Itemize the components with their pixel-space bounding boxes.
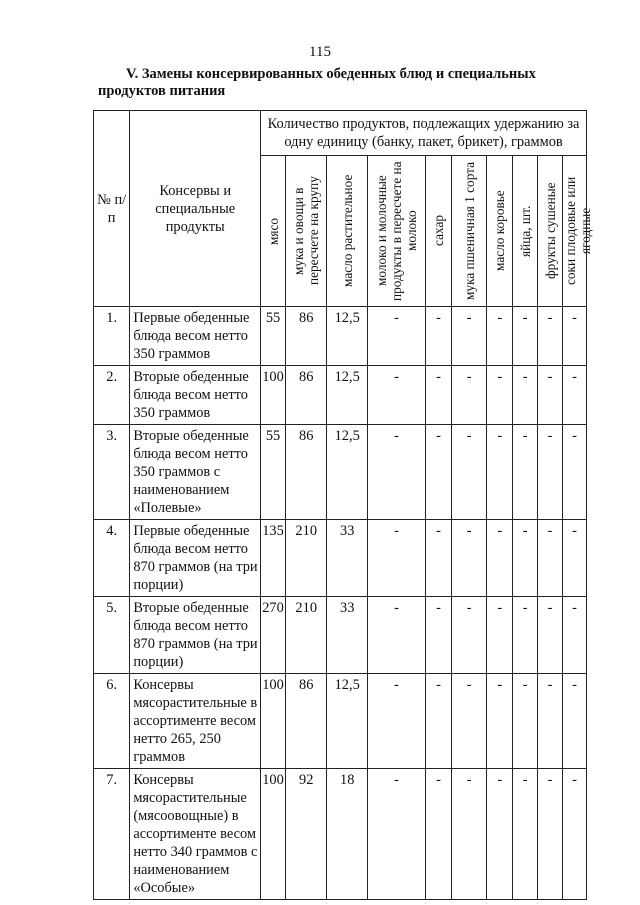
value-cell: 12,5 <box>327 366 367 425</box>
header-quantity-group: Количество продуктов, подлежащих удержанию за одну единицу (банку, пакет, брикет), граммов <box>261 111 587 156</box>
value-cell: - <box>451 520 486 597</box>
product-name: Консервы мясорастительные (мясоовощные) в ассортименте весом нетто 340 граммов с наименованием «Особые» <box>130 769 261 900</box>
value-cell: - <box>426 769 452 900</box>
value-cell: - <box>538 307 563 366</box>
value-cell: 18 <box>327 769 367 900</box>
value-cell: - <box>563 674 587 769</box>
table-row <box>94 769 587 900</box>
value-cell: - <box>367 769 425 900</box>
column-header-label: мука и овощи в пересчете на крупу <box>291 176 322 286</box>
row-number: 3. <box>94 425 130 520</box>
product-name: Вторые обеденные блюда весом нетто 350 граммов с наименованием «Полевые» <box>130 425 261 520</box>
value-cell: - <box>451 366 486 425</box>
column-header <box>451 156 486 307</box>
column-header <box>513 156 538 307</box>
value-cell: - <box>487 425 513 520</box>
table-row <box>94 425 587 520</box>
value-cell: 33 <box>327 520 367 597</box>
value-cell: 55 <box>261 425 286 520</box>
page-number: 115 <box>309 44 331 60</box>
header-product: Консервы и специальные продукты <box>130 111 261 307</box>
value-cell: - <box>487 307 513 366</box>
table-row <box>94 597 587 674</box>
value-cell: - <box>513 769 538 900</box>
value-cell: 210 <box>285 520 327 597</box>
value-cell: - <box>451 674 486 769</box>
value-cell: 210 <box>285 597 327 674</box>
value-cell: - <box>426 597 452 674</box>
row-number: 5. <box>94 597 130 674</box>
value-cell: 86 <box>285 307 327 366</box>
row-number: 4. <box>94 520 130 597</box>
column-header-label: фрукты сушеные <box>542 182 558 280</box>
value-cell: - <box>563 425 587 520</box>
value-cell: - <box>563 366 587 425</box>
column-header-label: масло растительное <box>339 174 355 288</box>
value-cell: - <box>451 425 486 520</box>
value-cell: - <box>426 366 452 425</box>
column-header-label: мука пшеничная 1 сорта <box>461 161 477 301</box>
row-number: 2. <box>94 366 130 425</box>
table-row <box>94 520 587 597</box>
value-cell: 12,5 <box>327 307 367 366</box>
product-name: Вторые обеденные блюда весом нетто 870 граммов (на три порции) <box>130 597 261 674</box>
column-header <box>367 156 425 307</box>
column-header-label: сахар <box>431 215 447 247</box>
column-header <box>538 156 563 307</box>
value-cell: 100 <box>261 366 286 425</box>
product-name: Первые обеденные блюда весом нетто 870 граммов (на три порции) <box>130 520 261 597</box>
value-cell: - <box>513 597 538 674</box>
value-cell: - <box>538 769 563 900</box>
value-cell: 55 <box>261 307 286 366</box>
value-cell: - <box>451 307 486 366</box>
value-cell: - <box>563 307 587 366</box>
column-header <box>261 156 286 307</box>
column-header-label: яйца, шт. <box>517 205 533 257</box>
value-cell: - <box>538 597 563 674</box>
value-cell: - <box>451 769 486 900</box>
value-cell: - <box>487 674 513 769</box>
value-cell: - <box>367 597 425 674</box>
value-cell: - <box>538 520 563 597</box>
value-cell: - <box>513 520 538 597</box>
header-row-top <box>94 111 587 156</box>
row-number: 1. <box>94 307 130 366</box>
value-cell: - <box>451 597 486 674</box>
column-header-label: мясо <box>265 217 281 245</box>
value-cell: - <box>487 520 513 597</box>
table-row <box>94 366 587 425</box>
value-cell: - <box>563 769 587 900</box>
column-header-label: соки плодовые или ягодные <box>563 176 594 286</box>
value-cell: - <box>538 674 563 769</box>
value-cell: - <box>367 674 425 769</box>
value-cell: 12,5 <box>327 425 367 520</box>
value-cell: 86 <box>285 425 327 520</box>
value-cell: - <box>487 366 513 425</box>
row-number: 7. <box>94 769 130 900</box>
value-cell: - <box>538 366 563 425</box>
product-name: Вторые обеденные блюда весом нетто 350 граммов <box>130 366 261 425</box>
column-header <box>563 156 594 307</box>
header-number: № п/п <box>94 111 130 307</box>
value-cell: 33 <box>327 597 367 674</box>
product-name: Первые обеденные блюда весом нетто 350 граммов <box>130 307 261 366</box>
value-cell: - <box>367 520 425 597</box>
table-row <box>94 674 587 769</box>
value-cell: 92 <box>285 769 327 900</box>
value-cell: 100 <box>261 674 286 769</box>
value-cell: - <box>426 425 452 520</box>
value-cell: - <box>513 674 538 769</box>
value-cell: - <box>426 674 452 769</box>
value-cell: - <box>487 769 513 900</box>
value-cell: 135 <box>261 520 286 597</box>
column-header-label: масло коровье <box>492 190 508 272</box>
value-cell: 12,5 <box>327 674 367 769</box>
column-header <box>426 156 452 307</box>
table-body <box>94 307 587 900</box>
value-cell: - <box>563 597 587 674</box>
value-cell: - <box>367 307 425 366</box>
column-header <box>285 156 327 307</box>
value-cell: - <box>513 366 538 425</box>
value-cell: - <box>367 366 425 425</box>
column-header-label: молоко и молочные продукты в пересчете на молоко <box>373 161 419 301</box>
value-cell: - <box>563 520 587 597</box>
column-header <box>487 156 513 307</box>
value-cell: - <box>513 307 538 366</box>
row-number: 6. <box>94 674 130 769</box>
value-cell: 100 <box>261 769 286 900</box>
table-row <box>94 307 587 366</box>
value-cell: - <box>426 520 452 597</box>
section-title: V. Замены консервированных обеденных блюд и специальных продуктов питания <box>98 66 536 99</box>
value-cell: - <box>538 425 563 520</box>
value-cell: 270 <box>261 597 286 674</box>
value-cell: 86 <box>285 366 327 425</box>
value-cell: - <box>367 425 425 520</box>
product-name: Консервы мясорастительные в ассортименте весом нетто 265, 250 граммов <box>130 674 261 769</box>
value-cell: - <box>487 597 513 674</box>
substitution-table <box>93 110 594 900</box>
value-cell: - <box>513 425 538 520</box>
value-cell: 86 <box>285 674 327 769</box>
column-header <box>327 156 367 307</box>
value-cell: - <box>426 307 452 366</box>
